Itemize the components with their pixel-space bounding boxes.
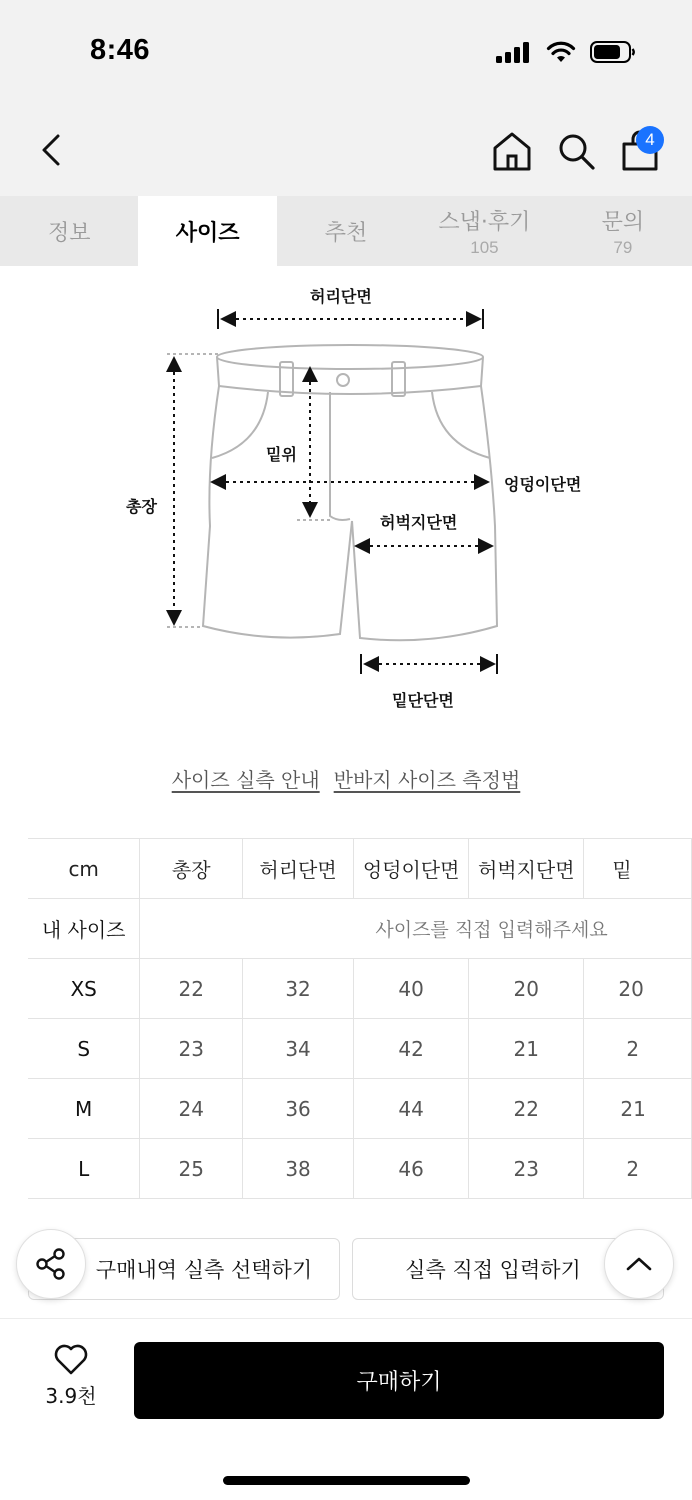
my-size-row[interactable] xyxy=(28,899,692,959)
shorts-measure-link[interactable]: 반바지 사이즈 측정법 xyxy=(333,768,521,792)
size-guide-links xyxy=(0,764,692,793)
tab-recommend[interactable] xyxy=(277,196,415,266)
like-count: 3.9천 xyxy=(45,1384,97,1408)
table-cell: 23 xyxy=(469,1139,584,1199)
button-label: 실측 직접 입력하기 xyxy=(405,1258,581,1282)
table-row xyxy=(28,1019,692,1079)
size-table xyxy=(28,838,692,1199)
label-total-length: 총장 xyxy=(126,497,157,516)
home-indicator[interactable] xyxy=(223,1476,470,1485)
label-hip: 엉덩이단면 xyxy=(504,475,582,494)
footer-divider xyxy=(0,1318,692,1319)
label-rise: 밑위 xyxy=(266,445,297,464)
table-cell: 2 xyxy=(584,1019,692,1079)
tab-label: 스냅·후기 xyxy=(438,209,531,235)
size-label: XS xyxy=(28,959,140,1019)
table-cell: 23 xyxy=(140,1019,243,1079)
table-cell: 22 xyxy=(140,959,243,1019)
table-column-header: 밑 xyxy=(584,839,692,899)
size-label: L xyxy=(28,1139,140,1199)
table-cell: 20 xyxy=(469,959,584,1019)
scroll-to-top-button[interactable] xyxy=(604,1229,674,1299)
search-icon[interactable] xyxy=(556,130,596,172)
size-label: S xyxy=(28,1019,140,1079)
cart-count-badge: 4 xyxy=(636,126,664,154)
tab-count: 105 xyxy=(470,237,499,257)
tab-label: 사이즈 xyxy=(175,220,240,246)
chevron-up-icon xyxy=(624,1254,654,1274)
share-icon xyxy=(34,1247,68,1281)
tab-label: 추천 xyxy=(324,220,368,246)
status-time: 8:46 xyxy=(90,34,151,66)
table-cell: 34 xyxy=(243,1019,354,1079)
cellular-signal-icon xyxy=(496,41,532,63)
table-cell: 40 xyxy=(354,959,469,1019)
tab-inquiry[interactable] xyxy=(554,196,692,266)
table-cell: 21 xyxy=(469,1019,584,1079)
table-cell: 42 xyxy=(354,1019,469,1079)
back-arrow-icon[interactable] xyxy=(34,130,70,170)
button-label: 구매내역 실측 선택하기 xyxy=(95,1258,313,1282)
size-label: M xyxy=(28,1079,140,1139)
table-row xyxy=(28,1139,692,1199)
status-icons xyxy=(496,40,636,64)
shorts-size-diagram xyxy=(0,266,692,746)
table-cell: 38 xyxy=(243,1139,354,1199)
table-unit: cm xyxy=(28,839,140,899)
table-row xyxy=(28,1079,692,1139)
table-column-header: 허리단면 xyxy=(243,839,354,899)
buy-button[interactable]: 구매하기 xyxy=(134,1342,664,1419)
table-cell: 32 xyxy=(243,959,354,1019)
battery-icon xyxy=(590,40,636,64)
table-column-header: 허벅지단면 xyxy=(469,839,584,899)
table-cell: 46 xyxy=(354,1139,469,1199)
label-thigh: 허벅지단면 xyxy=(380,513,458,532)
tab-snap-review[interactable] xyxy=(415,196,553,266)
table-header-row xyxy=(28,839,692,899)
table-row xyxy=(28,959,692,1019)
my-size-input-prompt[interactable]: 사이즈를 직접 입력해주세요 xyxy=(140,899,692,959)
table-cell: 44 xyxy=(354,1079,469,1139)
table-column-header: 엉덩이단면 xyxy=(354,839,469,899)
table-cell: 22 xyxy=(469,1079,584,1139)
size-guide-link[interactable]: 사이즈 실측 안내 xyxy=(171,768,320,792)
top-navigation xyxy=(0,100,692,196)
product-tabs xyxy=(0,196,692,266)
tab-size[interactable] xyxy=(138,196,276,266)
tab-count: 79 xyxy=(613,237,633,257)
table-cell: 2 xyxy=(584,1139,692,1199)
wifi-icon xyxy=(546,41,576,63)
share-button[interactable] xyxy=(16,1229,86,1299)
label-waist: 허리단면 xyxy=(310,287,372,306)
like-button[interactable] xyxy=(36,1344,106,1416)
heart-icon xyxy=(53,1344,89,1376)
table-cell: 25 xyxy=(140,1139,243,1199)
tab-info[interactable] xyxy=(0,196,138,266)
table-cell: 21 xyxy=(584,1079,692,1139)
tab-label: 문의 xyxy=(601,209,645,235)
home-icon[interactable] xyxy=(492,130,532,172)
table-cell: 24 xyxy=(140,1079,243,1139)
table-cell: 36 xyxy=(243,1079,354,1139)
tab-label: 정보 xyxy=(47,220,91,246)
my-size-label: 내 사이즈 xyxy=(28,899,140,959)
shorts-illustration xyxy=(0,266,692,746)
table-cell: 20 xyxy=(584,959,692,1019)
label-hem: 밑단단면 xyxy=(392,691,454,710)
table-column-header: 총장 xyxy=(140,839,243,899)
status-bar xyxy=(0,0,692,100)
